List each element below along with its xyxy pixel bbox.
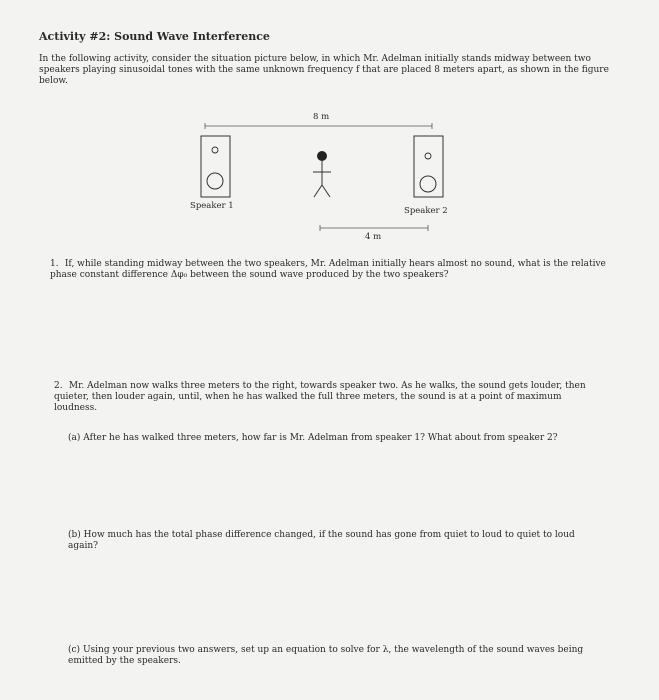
speaker2-icon [414, 136, 443, 197]
question-2a-label: (a) [68, 433, 81, 443]
question-2b-text: How much has the total phase difference changed, if the sound has gone from quiet to loud to quiet to loud again? [68, 530, 575, 551]
question-2-number: 2. [54, 381, 63, 391]
person-icon [313, 151, 331, 197]
speaker1-label: Speaker 1 [190, 201, 234, 211]
question-2c-text: Using your previous two answers, set up an equation to solve for λ, the wavelength of the sound waves being emitted by the speakers. [68, 645, 584, 666]
question-2c-label: (c) [68, 645, 81, 655]
speaker2-label: Speaker 2 [404, 206, 448, 216]
question-2b-label: (b) [68, 530, 81, 540]
question-2-text: Mr. Adelman now walks three meters to the right, towards speaker two. As he walks, the sound gets louder, then quieter, then louder again, until, when he has walked the full three meters, the sound is at a point of maximum loudness. [54, 381, 586, 413]
top-dimension-label: 8 m [313, 112, 330, 122]
question-1 [50, 259, 615, 281]
question-2c [68, 645, 588, 667]
question-2 [54, 381, 599, 414]
question-2a-text: After he has walked three meters, how far is Mr. Adelman from speaker 1? What about from speaker 2? [83, 433, 558, 443]
speaker1-icon [201, 136, 230, 197]
activity-title: Activity #2: Sound Wave Interference [39, 30, 270, 43]
question-2a [68, 433, 608, 444]
bottom-dimension-label: 4 m [365, 232, 382, 242]
question-1-text: If, while standing midway between the two speakers, Mr. Adelman initially hears almost no sound, what is the relative phase constant difference Δφ₀ between the sound wave produced by the two speakers? [50, 259, 606, 280]
question-1-number: 1. [50, 259, 59, 269]
question-2b [68, 530, 598, 552]
intro-paragraph: In the following activity, consider the situation picture below, in which Mr. Adelman initially stands midway between two speakers playing sinusoidal tones with the same unknown frequency f that are placed 8 meters apart, as shown in the figure below. [39, 54, 609, 86]
